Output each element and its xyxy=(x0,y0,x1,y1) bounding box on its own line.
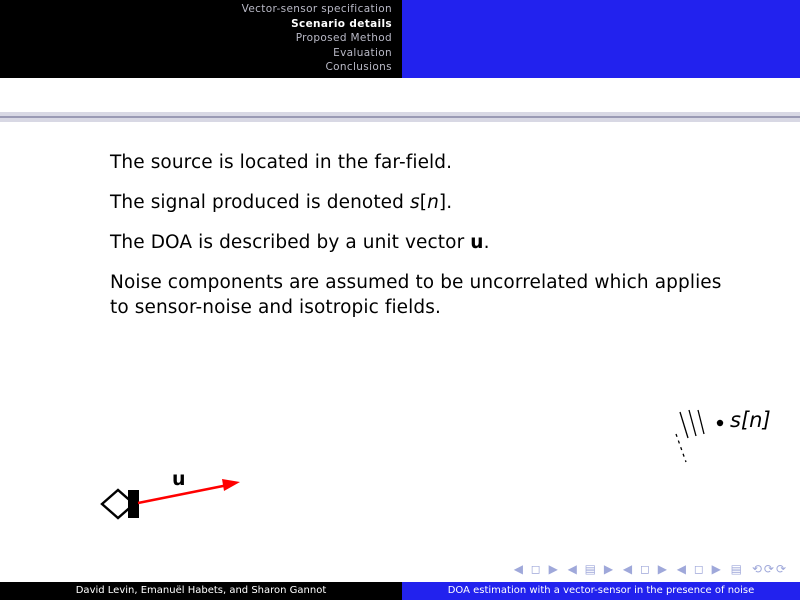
nav-item-proposed-method[interactable]: Proposed Method xyxy=(295,32,392,45)
section-navigation[interactable] xyxy=(0,2,392,75)
unit-vector-label: u xyxy=(172,468,186,490)
nav-doc-icon[interactable]: ▤ xyxy=(730,562,744,576)
doa-arrow xyxy=(138,479,240,503)
body-paragraph-4: Noise components are assumed to be uncorrelated which applies to sensor-noise and isotropic fields. xyxy=(110,272,722,318)
nav-prev-subsection-icon[interactable]: ◀ ◻ ▶ xyxy=(622,562,669,576)
beamer-navigation-symbols[interactable] xyxy=(512,562,788,576)
source-signal-label: s[n] xyxy=(730,408,771,432)
body-paragraph-3: The DOA is described by a unit vector u. xyxy=(110,232,490,253)
scenario-diagram-svg xyxy=(80,390,780,540)
header-accent-line xyxy=(0,116,800,118)
source-point xyxy=(717,420,723,426)
nav-item-scenario-details[interactable]: Scenario details xyxy=(291,17,392,30)
header-accent-band xyxy=(0,112,800,122)
footer-authors: David Levin, Emanuël Habets, and Sharon Gannot xyxy=(0,582,402,600)
nav-item-conclusions[interactable]: Conclusions xyxy=(325,61,392,74)
header-divider xyxy=(0,78,800,83)
slide-header xyxy=(0,0,800,78)
nav-back-icon[interactable]: ⟲⟳⟳ xyxy=(751,562,788,576)
wavefront-lines xyxy=(676,410,704,462)
vector-sensor-icon xyxy=(102,490,139,518)
footer-title: DOA estimation with a vector-sensor in the presence of noise xyxy=(402,582,800,600)
slide-body xyxy=(110,150,730,335)
nav-item-vector-sensor-specification[interactable]: Vector-sensor specification xyxy=(241,3,392,15)
body-paragraph-1: The source is located in the far-field. xyxy=(110,152,453,173)
body-paragraph-2: The signal produced is denoted s[n]. xyxy=(110,192,453,213)
slide-footer xyxy=(0,582,800,600)
nav-item-evaluation[interactable]: Evaluation xyxy=(333,46,392,59)
scenario-figure xyxy=(80,390,780,540)
nav-prev-section-icon[interactable]: ◀ ◻ ▶ xyxy=(676,562,723,576)
nav-first-slide-icon[interactable]: ◀ ◻ ▶ xyxy=(513,562,560,576)
nav-prev-frame-icon[interactable]: ◀ ▤ ▶ xyxy=(567,562,616,576)
